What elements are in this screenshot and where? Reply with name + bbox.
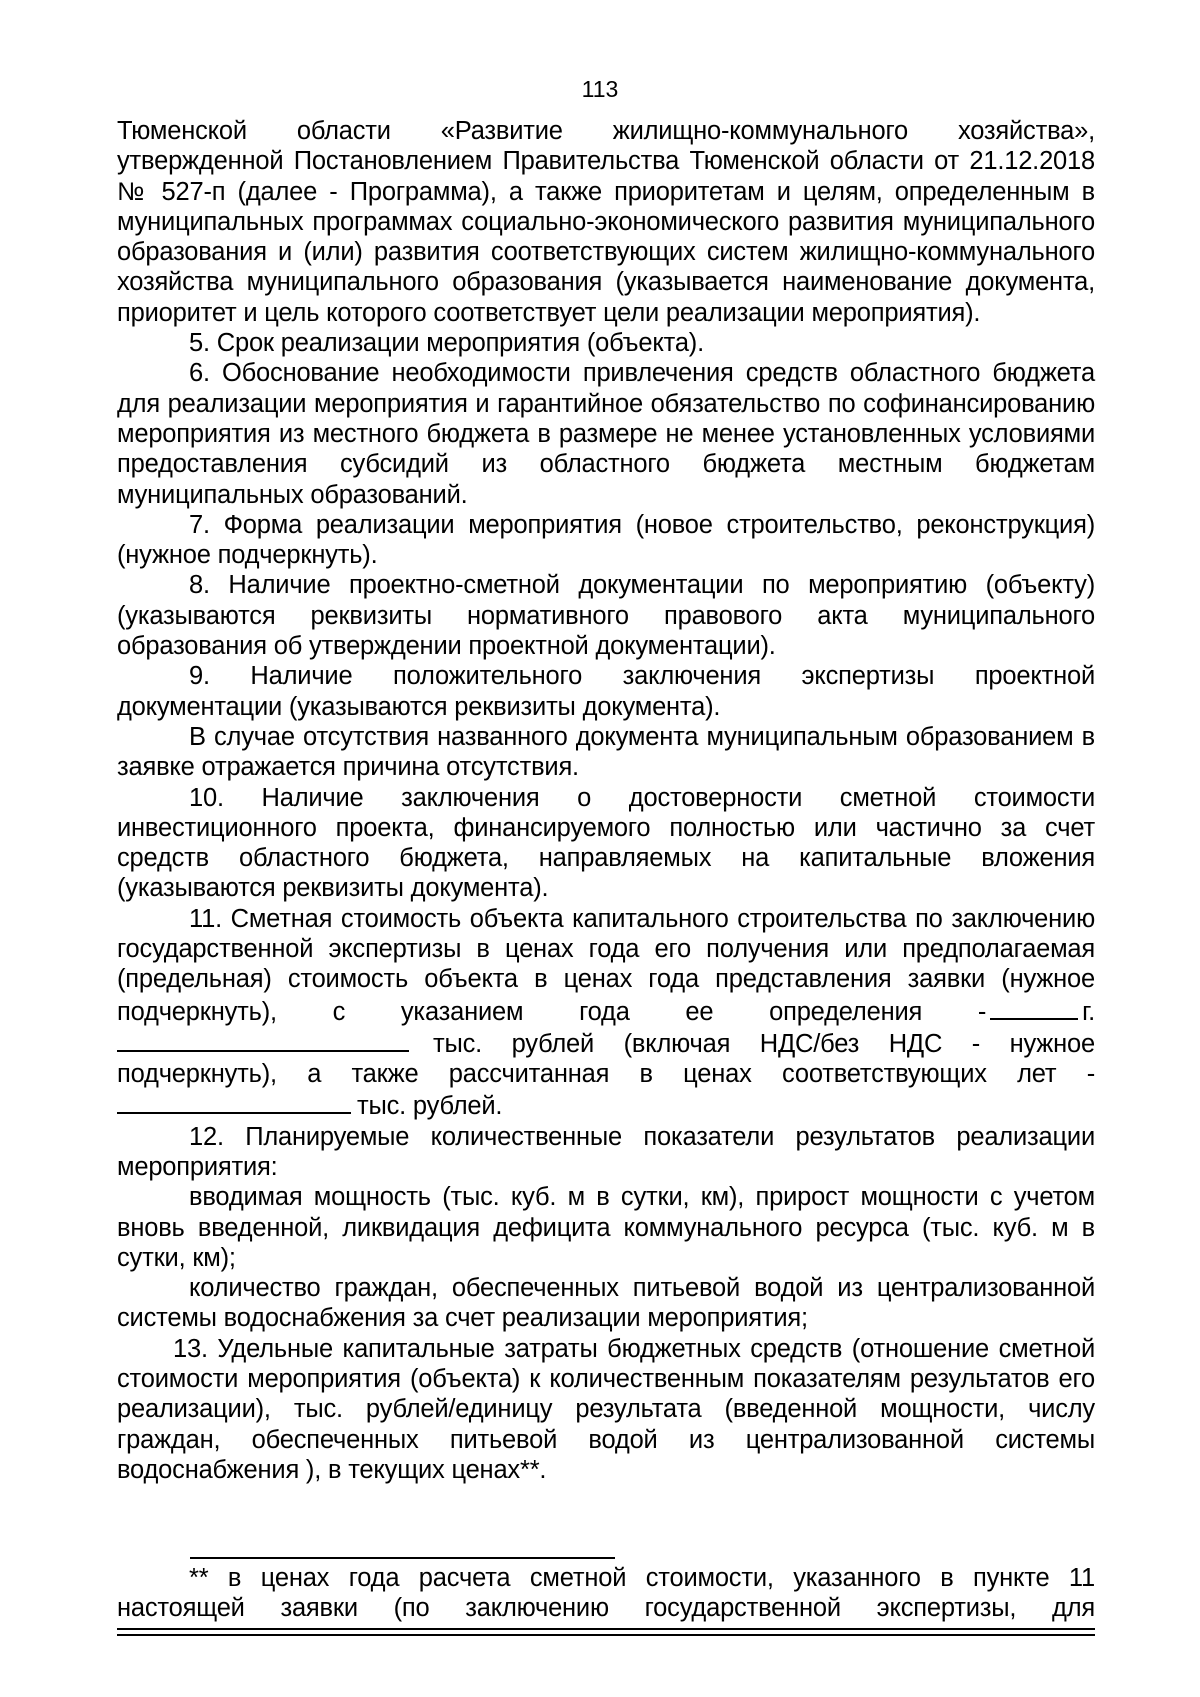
paragraph-item-12-citizens: количество граждан, обеспеченных питьевой водой из централизованной системы водоснабжения за счет реализации мероприятия; bbox=[117, 1274, 1095, 1333]
item-11-year-suffix: г. bbox=[1082, 997, 1095, 1026]
paragraph-item-7: 7. Форма реализации мероприятия (новое строительство, реконструкция) (нужное подчеркнуть). bbox=[117, 510, 1095, 570]
item-11-end: тыс. рублей. bbox=[357, 1092, 503, 1121]
year-blank-line bbox=[990, 995, 1078, 1020]
cost-years-blank-line bbox=[117, 1089, 351, 1114]
footnote-separator bbox=[190, 1557, 615, 1559]
paragraph-item-11 bbox=[117, 904, 1095, 1122]
paragraph-item-6: 6. Обоснование необходимости привлечения средств областного бюджета для реализации мероприятия и гарантийное обязательство по софинансированию мероприятия из местного бюджета в размере не менее установленных условиями предоставления субсидий из областного бюджета местным бюджетам муниципальных образований. bbox=[117, 359, 1095, 509]
item-11-text: 11. Сметная стоимость объекта капитального строительства по заключению государственной экспертизы в ценах года его получения или предполагаемая (предельная) стоимость объекта в ценах года представления заявки (нужное подчеркнуть), с указанием года ее определения - bbox=[117, 904, 1095, 1026]
paragraph-item-9-note: В случае отсутствия названного документа муниципальным образованием в заявке отражается причина отсутствия. bbox=[117, 722, 1095, 782]
item-11-cost-text: тыс. рублей (включая НДС/без НДС - нужное подчеркнуть), а также рассчитанная в ценах соответствующих лет - bbox=[117, 1029, 1095, 1089]
paragraph-item-12: 12. Планируемые количественные показатели результатов реализации мероприятия: bbox=[117, 1122, 1095, 1181]
paragraph-item-5: 5. Срок реализации мероприятия (объекта). bbox=[189, 329, 704, 358]
page-number: 113 bbox=[581, 76, 619, 102]
document-body bbox=[117, 116, 1095, 1485]
paragraph-item-9: 9. Наличие положительного заключения экспертизы проектной документации (указываются реквизиты документа). bbox=[117, 662, 1095, 721]
footnote-text: ** в ценах года расчета сметной стоимости, указанного в пункте 11 настоящей заявки (по заключению государственной экспертизы, для bbox=[117, 1564, 1095, 1623]
paragraph-item-8: 8. Наличие проектно-сметной документации по мероприятию (объекту) (указываются реквизиты нормативного правового акта муниципального образования об утверждении проектной документации). bbox=[117, 571, 1095, 661]
paragraph-item-12-capacity: вводимая мощность (тыс. куб. м в сутки, км), прирост мощности с учетом вновь введенной, ликвидация дефицита коммунального ресурса (тыс. куб. м в сутки, км); bbox=[117, 1183, 1095, 1272]
paragraph-item-13: 13. Удельные капитальные затраты бюджетных средств (отношение сметной стоимости мероприятия (объекта) к количественным показателям результатов его реализации), тыс. рублей/единицу результата (введенной мощности, числу граждан, обеспеченных питьевой водой из централизованной системы водоснабжения ), в текущих ценах**. bbox=[117, 1334, 1095, 1484]
paragraph-item-10: 10. Наличие заключения о достоверности сметной стоимости инвестиционного проекта, финансируемого полностью или частично за счет средств областного бюджета, направляемых на капитальные вложения (указываются реквизиты документа). bbox=[117, 783, 1095, 903]
footnote bbox=[117, 1563, 1095, 1624]
paragraph-program-reference: Тюменской области «Развитие жилищно-коммунального хозяйства», утвержденной Постановлением Правительства Тюменской области от 21.12.2018 № 527-п (далее - Программа), а также приоритетам и целям, определенным в муниципальных программах социально-экономического развития муниципального образования и (или) развития соответствующих систем жилищно-коммунального хозяйства муниципального образования (указывается наименование документа, приоритет и цель которого соответствует цели реализации мероприятия). bbox=[117, 117, 1095, 327]
cost-blank-line bbox=[117, 1027, 409, 1052]
page-bottom-double-rule bbox=[117, 1628, 1095, 1636]
